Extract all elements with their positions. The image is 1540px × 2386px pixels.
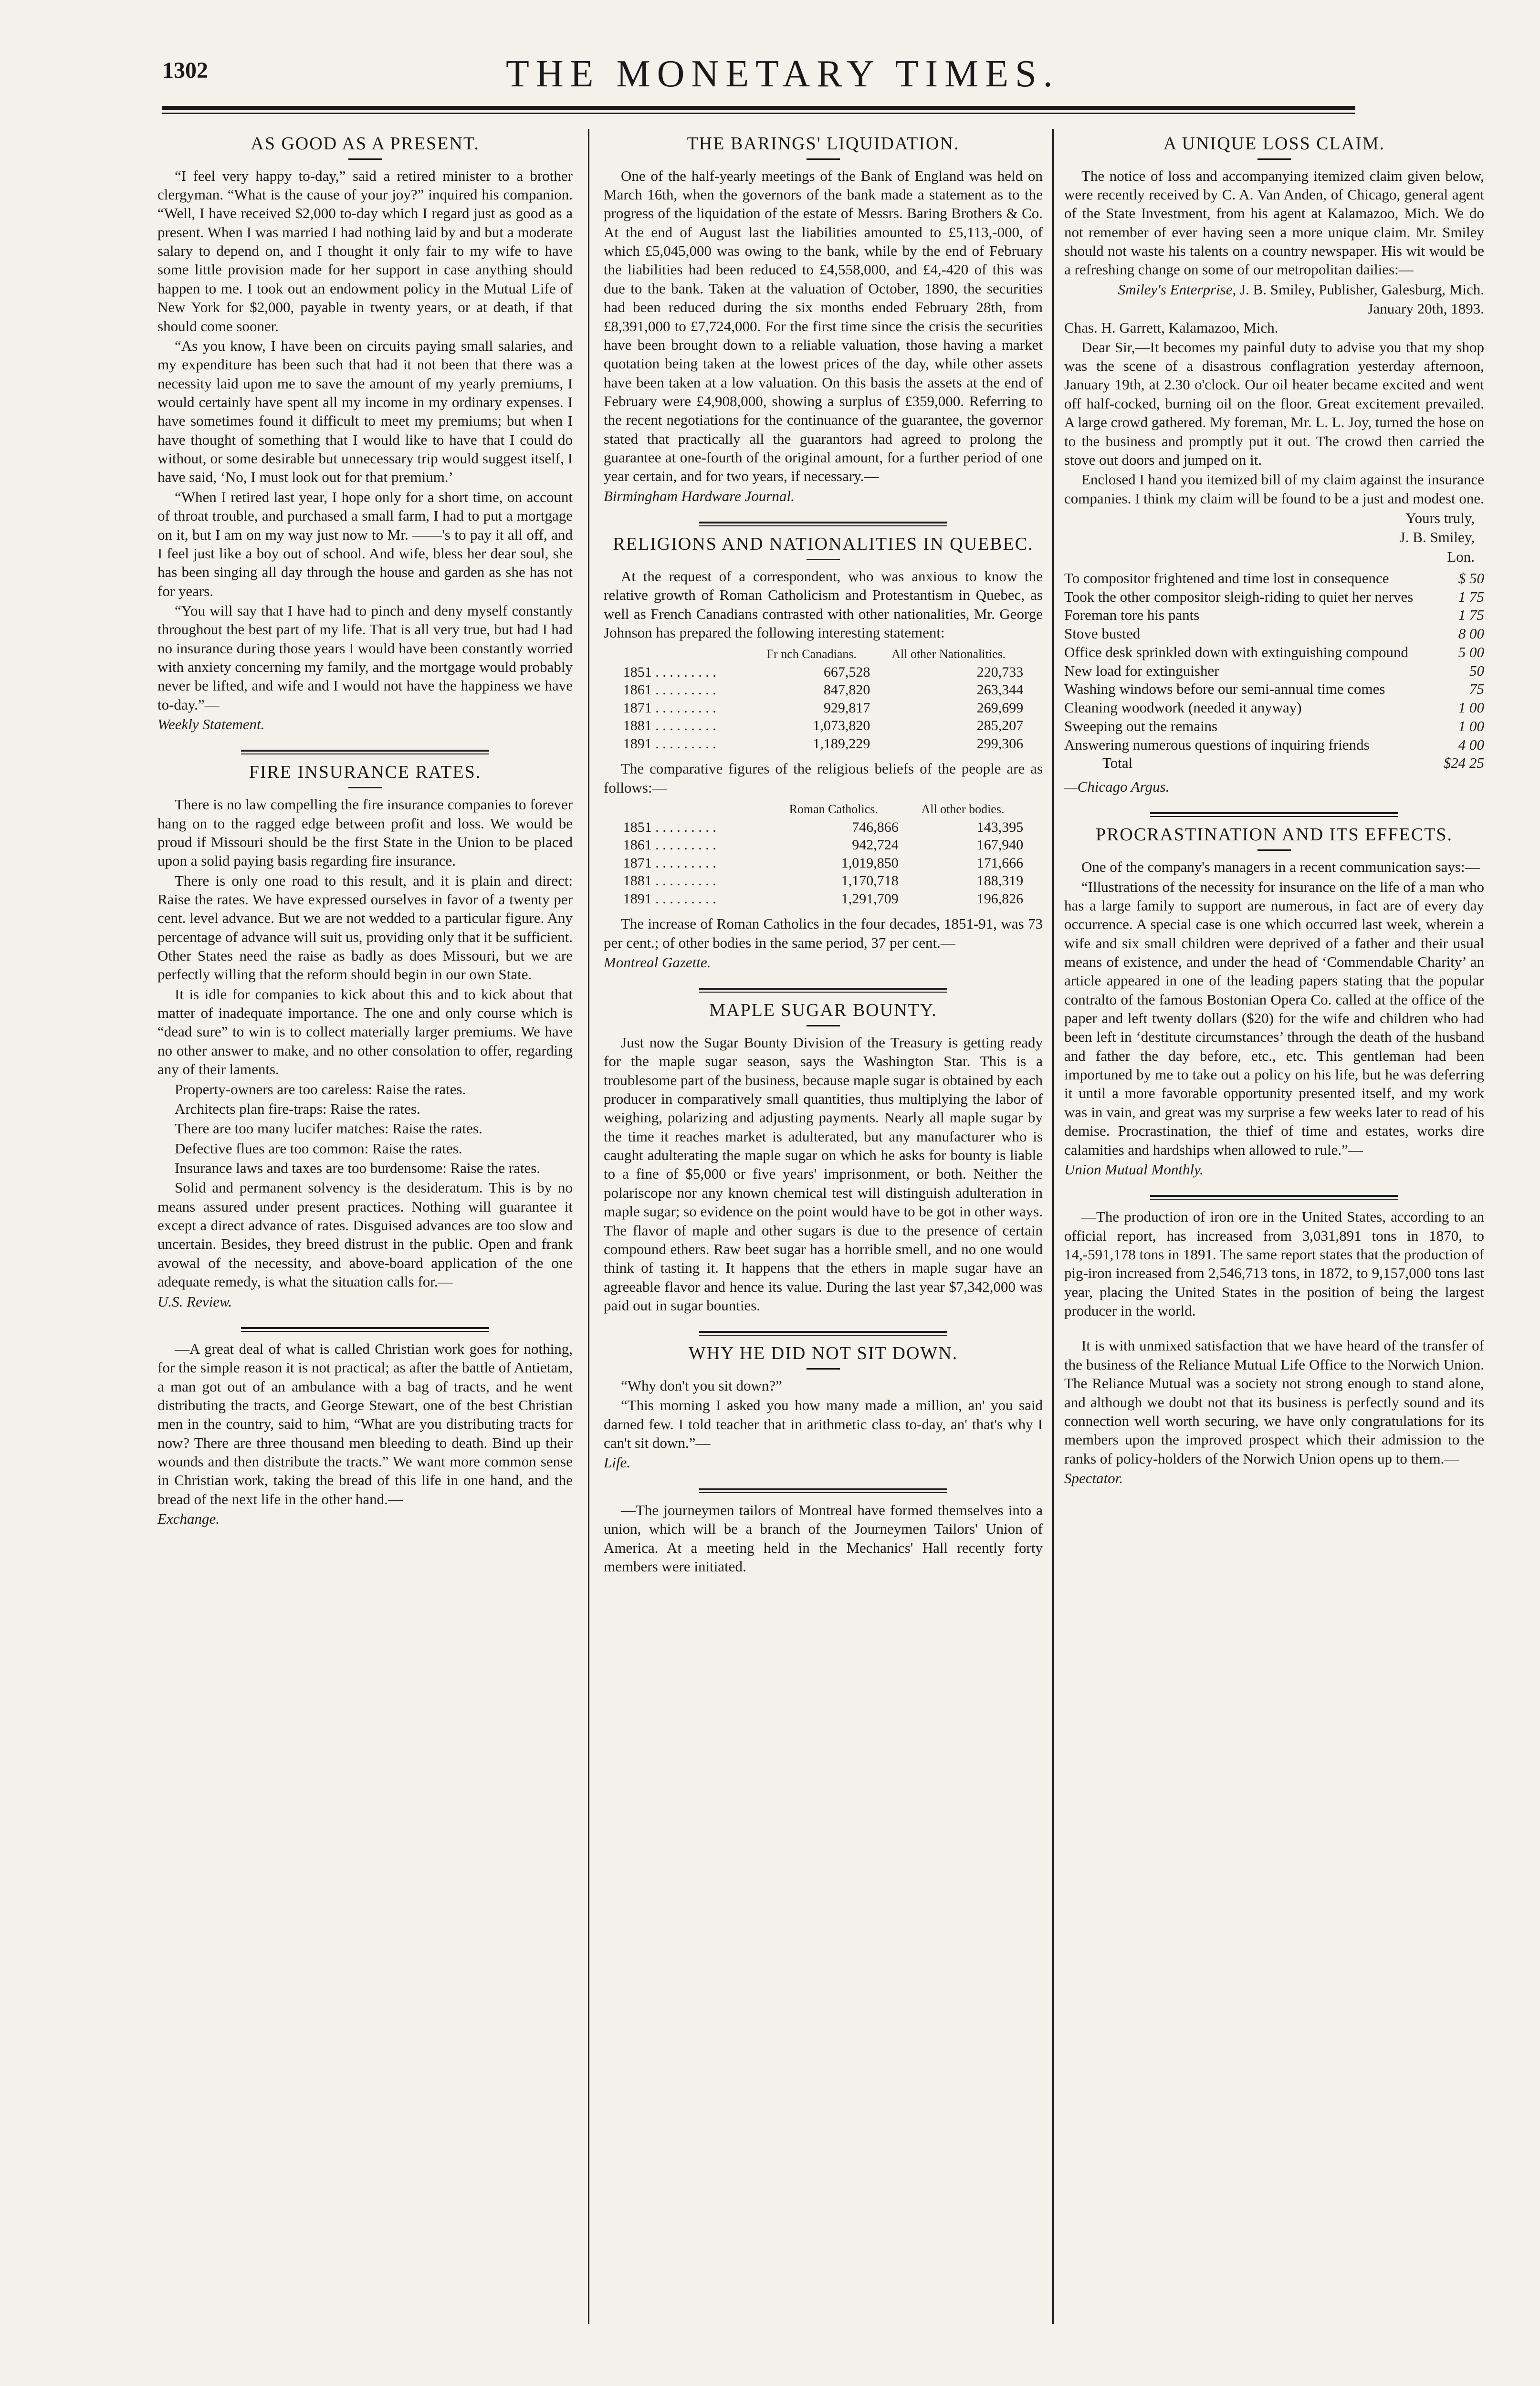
value-cell: 746,866: [852, 819, 899, 835]
bill-row: [1064, 699, 1484, 717]
paragraph: At the request of a correspondent, who was anxious to know the relative growth of Roman Catholicism and Protestantism in Quebec, as well as French Canadians contrasted with other nationalities, Mr. George Johnson has prepared the following interesting statement:: [604, 567, 1043, 641]
article-religions-quebec: [604, 534, 1043, 972]
paragraph: Solid and permanent solvency is the desideratum. This is by no means assured under present practices. Nothing will guarantee it except a direct advance of rates. Disguised advances are too slow and uncertain. Besides, they breed distrust in the public. Open and frank avowal of the necessity, and above-board application of the one adequate remedy, is what the situation calls for.—: [157, 1179, 573, 1290]
paragraph: One of the company's managers in a recent communication says:—: [1081, 858, 1480, 876]
value-cell: 299,306: [976, 735, 1024, 752]
letter-date: January 20th, 1893.: [1367, 300, 1484, 317]
year-cell: 1891 . . . . . . . . .: [623, 890, 716, 907]
bill-amount: 1 00: [1458, 699, 1484, 716]
paragraph: “When I retired last year, I hope only for a short time, on account of throat trouble, and purchased a small farm, I had to put a mortgage on it, but I am on my way just now to Mr. ——'s to pay it all off, and I feel just like a boy out of school. And wife, bless her dear soul, she has been singing all day through the house and garden as she has not for years.: [157, 488, 573, 599]
letterhead: [1064, 280, 1484, 299]
paragraph: —The production of iron ore in the United States, according to an official report, has increased from 3,031,891 tons in 1870, to 14,-591,178 tons in 1891. The same report states that the production of pig-iron increased from 2,546,713 tons, in 1872, to 9,157,000 tons last year, placing the United States in the position of being the largest producer in the world.: [1064, 1208, 1484, 1319]
bill-amount: 1 75: [1458, 607, 1484, 624]
letterhead-publisher: J. B. Smiley, Publisher, Galesburg, Mich.: [1236, 281, 1484, 298]
value-cell: 1,019,850: [841, 855, 899, 871]
article-headline: A UNIQUE LOSS CLAIM.: [1163, 134, 1385, 154]
paragraph: “Why don't you sit down?”: [621, 1377, 782, 1394]
table-row: [621, 717, 1025, 735]
bill-row: [1064, 569, 1484, 588]
article-separator: [699, 1331, 947, 1336]
bill-item: Stove busted: [1064, 625, 1141, 642]
claim-bill: [1064, 569, 1484, 773]
paragraph: Just now the Sugar Bounty Division of the Treasury is getting ready for the maple sugar season, says the Washington Star. This is a troublesome part of the business, because maple sugar is obtained by each producer in comparatively small quantities, thus multiplying the labor of weighing, polarizing and adjusting payments. Nearly all maple sugar by the time it reaches market is adulterated, but any manufacturer who is caught adulterating the maple sugar on which he asks for bounty is liable to a fine of $5,000 or five years' imprisonment, or both. Neither the polariscope nor any known chemical test will distinguish adulteration in maple sugar; so evidence on the point would have to be got in other ways. The flavor of maple and other sugars is due to the presence of certain compound ethers. Raw beet sugar has a horrible smell, and no one would think of tasting it. It happens that the ethers in maple sugar have an agreeable flavor and hence its value. During the last year $7,342,000 was paid out in sugar bounties.: [604, 1034, 1043, 1314]
bill-amount: 8 00: [1458, 625, 1484, 642]
article-reliance-mutual: [1064, 1336, 1484, 1487]
table-row: [621, 735, 1025, 753]
paragraph: —The journeymen tailors of Montreal have formed themselves into a union, which will be a branch of the Journeymen Tailors' Union of America. At a meeting held in the Mechanics' Hall recently forty members were initiated.: [604, 1501, 1043, 1575]
value-cell: 143,395: [976, 819, 1024, 835]
paragraph: One of the half-yearly meetings of the Bank of England was held on March 16th, when the governors of the bank made a statement as to the progress of the liquidation of the estate of Messrs. Baring Brothers & Co. At the end of August last the liabilities amounted to £5,113,-000, of which £5,045,000 was owing to the bank, while by the end of February the liabilities had been reduced to £4,558,000, and £4,-420 of this was due to the bank. Taken at the valuation of October, 1890, the securities had been reduced during the six months ended February 28th, from £8,391,000 to £7,724,000. For the first time since the crisis the securities have been brought down to a reliable valuation, those having a market quotation being taken at the lowest prices of the day, while other assets have been taken at a low valuation. On this basis the assets at the end of February were £4,908,000, showing a surplus of £359,000. Referring to the recent negotiations for the continuance of the guarantee, the governor stated that practically all the guarantors had agreed to prolong the guarantee at one-fourth of the original amount, for a further period of one year certain, and for two years, if necessary.—: [604, 167, 1043, 485]
column-divider: [588, 129, 589, 2324]
bill-row: [1064, 680, 1484, 699]
paragraph: Architects plan fire-traps: Raise the rates.: [175, 1100, 420, 1117]
source-credit: Birmingham Hardware Journal.: [604, 487, 795, 504]
column-2: [604, 129, 1043, 2360]
table-row: [621, 818, 1025, 837]
article-headline: THE BARINGS' LIQUIDATION.: [687, 134, 960, 154]
bill-total-amount: $24 25: [1443, 754, 1484, 772]
source-credit: —Chicago Argus.: [1064, 778, 1170, 795]
bill-amount: 4 00: [1458, 736, 1484, 753]
article-maple-sugar-bounty: [604, 1000, 1043, 1315]
paragraph: The comparative figures of the religious beliefs of the people are as follows:—: [604, 760, 1043, 796]
value-cell: 929,817: [823, 700, 870, 716]
bill-amount: $ 50: [1458, 569, 1484, 586]
paragraph: “As you know, I have been on circuits paying small salaries, and my expenditure has been such that had it not been that there was a necessity laid upon me to save the amount of my yearly premiums, I would certainly have spent all my income in my ordinary expenses. I have sometimes found it difficult to meet my premiums; but when I have thought of something that I would like to have that I could do without, or some desirable but unnecessary trip would suggest itself, I have said, ‘No, I must look out for that premium.’: [157, 337, 573, 486]
value-cell: 1,170,718: [841, 873, 899, 889]
source-credit: Montreal Gazette.: [604, 953, 711, 971]
article-separator: [699, 988, 947, 993]
value-cell: 263,344: [976, 682, 1024, 698]
article-separator: [241, 1327, 489, 1332]
headline-rule: [807, 1368, 840, 1370]
masthead-rule: [162, 106, 1355, 110]
article-good-as-present: [157, 134, 573, 733]
article-procrastination: [1064, 825, 1484, 1179]
value-cell: 1,291,709: [841, 890, 899, 907]
bill-amount: 75: [1469, 680, 1484, 698]
paragraph: Enclosed I hand you itemized bill of my claim against the insurance companies. I think my claim will be found to be a just and modest one.: [1064, 471, 1484, 507]
headline-rule: [1257, 158, 1291, 160]
bill-amount: 50: [1469, 662, 1484, 679]
year-cell: 1861 . . . . . . . . .: [623, 837, 716, 853]
table-row: [621, 681, 1025, 699]
paragraph: “Illustrations of the necessity for insurance on the life of a man who has a large family to support are numerous, in fact are of every day occurrence. A special case is one which occurred last week, wherein a wife and six small children were deprived of a father and their usual means of existence, and under the head of ‘Commendable Charity’ an article appeared in one of the leading papers stating that the popular contralto of the famous Bostonian Opera Co. called at the office of the paper and left twenty dollars ($20) for the wife and children who had been left in ‘destitute circumstances’ through the death of the husband and father the day before, etc., etc. This gentleman had been importuned by me to take out a policy on his life, but he was deferring it until a more favorable opportunity presented itself, and my work was in vain, and great was my surprise a few weeks later to read of his demise. Procrastination, the thief of time and estates, works dire calamities and hardships when allowed to rule.”—: [1064, 878, 1484, 1158]
value-cell: 196,826: [976, 890, 1024, 907]
article-headline: RELIGIONS AND NATIONALITIES IN QUEBEC.: [613, 534, 1034, 555]
page-number: 1302: [162, 58, 208, 83]
article-christian-tracts: [157, 1340, 573, 1528]
year-header: [621, 648, 752, 663]
nationalities-table: [621, 648, 1025, 753]
article-headline: FIRE INSURANCE RATES.: [249, 762, 482, 783]
paragraph: There are too many lucifer matches: Raise the rates.: [175, 1120, 482, 1137]
value-cell: 667,528: [823, 664, 870, 680]
letter-signature: J. B. Smiley,: [1399, 529, 1475, 546]
bill-row: [1064, 625, 1484, 643]
bill-total-label: Total: [1102, 754, 1133, 772]
bill-row: [1064, 643, 1484, 662]
column-header: All other Nationalities.: [891, 647, 1006, 661]
column-3: [1064, 129, 1484, 2360]
table-row: [621, 890, 1025, 908]
article-headline: MAPLE SUGAR BOUNTY.: [709, 1000, 937, 1021]
article-separator: [699, 522, 947, 526]
year-cell: 1861 . . . . . . . . .: [623, 682, 716, 698]
letter-role: Lon.: [1447, 548, 1475, 565]
paragraph: The increase of Roman Catholics in the four decades, 1851-91, was 73 per cent.; of other bodies in the same period, 37 per cent.—: [604, 915, 1043, 951]
headline-rule: [807, 1025, 840, 1026]
value-cell: 220,733: [976, 664, 1024, 680]
paragraph: There is only one road to this result, and it is plain and direct: Raise the rates. We have expressed ourselves in favor of a twenty per cent. level advance. But we are not wedded to a particular figure. Any percentage of advance will suit us, providing only that it be sufficient. Other States need the raise as badly as does Missouri, but we are perfectly willing that the reform should begin in our own State.: [157, 872, 573, 983]
bill-body: [1064, 569, 1484, 754]
column-divider: [1052, 129, 1054, 2324]
bill-item: Took the other compositor sleigh-riding to quiet her nerves: [1064, 588, 1414, 605]
table-row: [621, 872, 1025, 890]
headline-rule: [348, 158, 382, 160]
bill-row: [1064, 588, 1484, 607]
paragraph: “You will say that I have had to pinch and deny myself constantly throughout the best part of my life. That is all very true, but had I had no insurance during those years I would have been constantly worried with anxiety concerning my family, and the mortgage would probably never be lifted, and wife and I would not have the happiness we have to-day.”—: [157, 602, 573, 713]
paragraph: “This morning I asked you how many made a million, an' you said darned few. I told teacher that in arithmetic class to-day, an' that's why I can't sit down.”—: [604, 1397, 1043, 1452]
table-row: [621, 836, 1025, 854]
year-cell: 1851 . . . . . . . . .: [623, 664, 716, 680]
table-body: [621, 663, 1025, 753]
paragraph: Insurance laws and taxes are too burdensome: Raise the rates.: [175, 1159, 541, 1176]
article-barings-liquidation: [604, 134, 1043, 505]
letterhead-paper: Smiley's Enterprise,: [1118, 281, 1236, 298]
paragraph: Dear Sir,—It becomes my painful duty to advise you that my shop was the scene of a disastrous conflagration yesterday afternoon, January 19th, at 2.30 o'clock. Our oil heater became excited and went off half-cocked, burning oil on the floor. Great excitement prevailed. A large crowd gathered. My foreman, Mr. L. L. Joy, turned the hose on to the business and promptly put it out. The crowd then carried the stove out doors and jumped on it.: [1064, 338, 1484, 468]
value-cell: 942,724: [852, 837, 899, 853]
article-separator: [241, 750, 489, 754]
source-credit: Union Mutual Monthly.: [1064, 1161, 1204, 1178]
bill-item: Cleaning woodwork (needed it anyway): [1064, 699, 1302, 716]
column-header: Roman Catholics.: [789, 802, 878, 816]
year-cell: 1881 . . . . . . . . .: [623, 873, 716, 889]
value-cell: 1,073,820: [813, 718, 870, 734]
table-row: [621, 854, 1025, 872]
article-iron-production: [1064, 1207, 1484, 1320]
headline-rule: [348, 787, 382, 788]
year-cell: 1851 . . . . . . . . .: [623, 819, 716, 835]
year-cell: 1891 . . . . . . . . .: [623, 735, 716, 752]
paragraph: “I feel very happy to-day,” said a retired minister to a brother clergyman. “What is the cause of your joy?” inquired his companion. “Well, I have received $2,000 to-day which I regard just as good as a present. When I was married I had nothing laid by and but a moderate salary to depend on, and I thought it only fair to my wife to have some little provision made for her support in case anything should happen to me. I took out an endowment policy in the Mutual Life of New York for $2,000, payable in twenty years, or at death, if that should come sooner.: [157, 167, 573, 335]
table-body: [621, 818, 1025, 908]
bill-item: Answering numerous questions of inquiring friends: [1064, 736, 1370, 753]
value-cell: 269,699: [976, 700, 1024, 716]
bill-item: To compositor frightened and time lost in consequence: [1064, 569, 1389, 586]
bill-item: Sweeping out the remains: [1064, 717, 1218, 734]
year-cell: 1871 . . . . . . . . .: [623, 855, 716, 871]
paragraph: The notice of loss and accompanying itemized claim given below, were recently received by C. A. Van Anden, of Chicago, general agent of the State Investment, from his agent at Kalamazoo, Mich. We do not remember of ever having seen a more unique claim. Mr. Smiley should not waste his talents on a country newspaper. His wit would be a refreshing change on some of our metropolitan dailies:—: [1064, 167, 1484, 278]
year-cell: 1881 . . . . . . . . .: [623, 718, 716, 734]
value-cell: 847,820: [823, 682, 870, 698]
paragraph: It is with unmixed satisfaction that we have heard of the transfer of the business of the Reliance Mutual Life Office to the Norwich Union. The Reliance Mutual was a society not strong enough to stand alone, and although we doubt not that its business is perfectly sound and its connection well worth securing, we have only congratulations for its members upon the improved prospect which their admission to the ranks of policy-holders of the Norwich Union opens up to them.—: [1064, 1337, 1484, 1467]
paragraph: —A great deal of what is called Christian work goes for nothing, for the simple reason it is not practical; as after the battle of Antietam, a man got out of an ambulance with a bag of tracts, and he went distributing the tracts, and George Stewart, one of the best Christian men in the country, said to him, “What are you distributing tracts for now? There are three thousand men bleeding to death. Bind up their wounds and then distribute the tracts.” We want more common sense in Christian work, taking the bread of this life in one hand, and the bread of the next life in the other hand.—: [157, 1340, 573, 1507]
value-cell: 285,207: [976, 718, 1024, 734]
source-credit: Life.: [604, 1454, 630, 1471]
headline-rule: [807, 158, 840, 160]
article-separator: [699, 1488, 947, 1493]
headline-rule: [807, 559, 840, 560]
bill-amount: 1 00: [1458, 717, 1484, 734]
value-cell: 167,940: [976, 837, 1024, 853]
column-header: All other bodies.: [921, 802, 1005, 816]
source-credit: U.S. Review.: [157, 1293, 232, 1310]
year-cell: 1871 . . . . . . . . .: [623, 700, 716, 716]
article-unique-loss-claim: [1064, 134, 1484, 796]
table-row: [621, 699, 1025, 717]
source-credit: Exchange.: [157, 1510, 220, 1528]
letter-addressee: Chas. H. Garrett, Kalamazoo, Mich.: [1064, 319, 1278, 336]
article-headline: AS GOOD AS A PRESENT.: [251, 134, 480, 154]
year-header: [621, 803, 767, 818]
article-headline: PROCRASTINATION AND ITS EFFECTS.: [1095, 825, 1453, 845]
paragraph: There is no law compelling the fire insurance companies to forever hang on to the ragged edge between profit and loss. We would be proud if Missouri should be the first State in the Union to be placed upon a solid paying basis regarding fire insurance.: [157, 796, 573, 869]
bill-item: Foreman tore his pants: [1064, 607, 1200, 624]
letter-closing: Yours truly,: [1405, 509, 1475, 526]
article-why-not-sit-down: [604, 1343, 1043, 1472]
column-header: Fr nch Canadians.: [766, 647, 857, 661]
table-row: [621, 663, 1025, 681]
masthead-rule-thin: [162, 113, 1355, 114]
bill-row: [1064, 606, 1484, 625]
bill-item: Washing windows before our semi-annual time comes: [1064, 680, 1385, 698]
masthead: [162, 48, 1540, 105]
source-credit: Weekly Statement.: [157, 716, 265, 733]
source-credit: Spectator.: [1064, 1469, 1123, 1486]
religions-table: [621, 803, 1025, 908]
paragraph: Defective flues are too common: Raise the rates.: [175, 1140, 462, 1157]
value-cell: 1,189,229: [813, 735, 870, 752]
bill-row: [1064, 717, 1484, 736]
value-cell: 188,319: [976, 873, 1024, 889]
article-fire-insurance-rates: [157, 762, 573, 1310]
bill-item: Office desk sprinkled down with extinguishing compound: [1064, 643, 1408, 660]
bill-amount: 5 00: [1458, 643, 1484, 660]
value-cell: 171,666: [976, 855, 1024, 871]
article-headline: WHY HE DID NOT SIT DOWN.: [688, 1343, 958, 1364]
bill-row: [1064, 736, 1484, 754]
article-journeymen-tailors: [604, 1501, 1043, 1576]
bill-amount: 1 75: [1458, 588, 1484, 605]
article-separator: [1150, 812, 1398, 817]
paragraph: Property-owners are too careless: Raise the rates.: [175, 1080, 466, 1098]
bill-row: [1064, 662, 1484, 680]
headline-rule: [1257, 849, 1291, 851]
paragraph: It is idle for companies to kick about this and to kick about that matter of inadequate importance. The one and only course which is “dead sure” to win is to collect materially larger premiums. We have no other answer to make, and no other consolation to offer, regarding any of their laments.: [157, 985, 573, 1078]
column-1: [157, 129, 573, 2360]
bill-total-row: [1064, 754, 1484, 773]
paper-title: THE MONETARY TIMES.: [506, 53, 1059, 95]
bill-item: New load for extinguisher: [1064, 662, 1219, 679]
article-separator: [1150, 1195, 1398, 1200]
